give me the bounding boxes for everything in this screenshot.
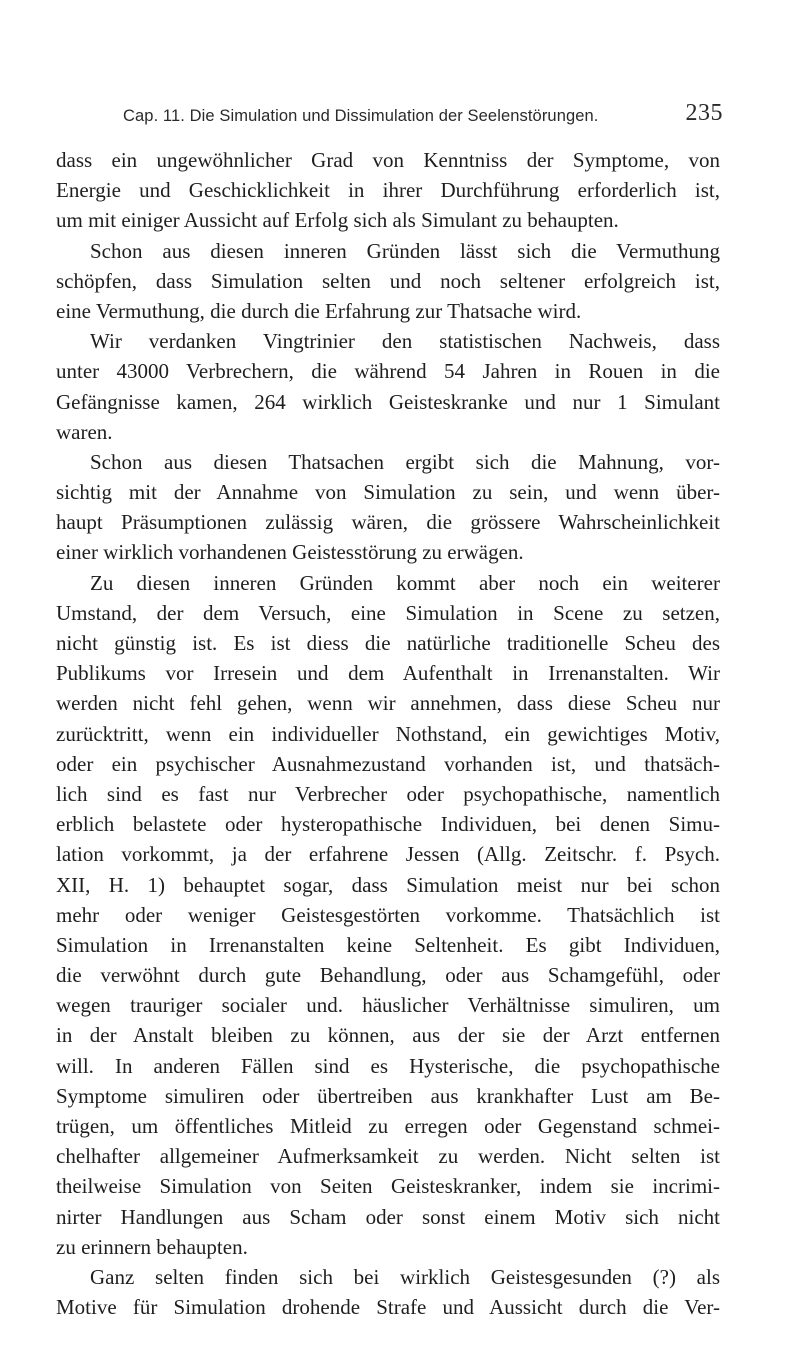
- text-line: dass ein ungewöhnlicher Grad von Kenntniss der Symptome, von: [56, 148, 720, 172]
- text-line: theilweise Simulation von Seiten Geisteskranker, indem sie incrimi-: [56, 1174, 720, 1199]
- chapter-title: Cap. 11. Die Simulation und Dissimulation der Seelenstörungen.: [123, 107, 599, 125]
- text-line: mehr oder weniger Geistesgestörten vorkomme. Thatsächlich ist: [56, 902, 720, 927]
- text-line: chelhafter allgemeiner Aufmerksamkeit zu werden. Nicht selten ist: [56, 1144, 720, 1169]
- text-line: nirter Handlungen aus Scham oder sonst einem Motiv sich nicht: [56, 1204, 720, 1229]
- text-line: Simulation in Irrenanstalten keine Seltenheit. Es gibt Individuen,: [56, 932, 720, 957]
- text-line: XII, H. 1) behauptet sogar, dass Simulation meist nur bei schon: [56, 872, 720, 897]
- text-line: Schon aus diesen Thatsachen ergibt sich die Mahnung, vor-: [90, 449, 720, 474]
- text-line: Publikums vor Irresein und dem Aufenthalt in Irrenanstalten. Wir: [56, 661, 720, 686]
- text-line: will. In anderen Fällen sind es Hysterische, die psychopathische: [56, 1053, 720, 1078]
- text-line: unter 43000 Verbrechern, die während 54 Jahren in Rouen in die: [56, 359, 720, 384]
- text-line: zurücktritt, wenn ein individueller Nothstand, ein gewichtiges Motiv,: [56, 721, 720, 746]
- text-line: trügen, um öffentliches Mitleid zu erregen oder Gegenstand schmei-: [56, 1114, 720, 1138]
- text-line: Gefängnisse kamen, 264 wirklich Geisteskranke und nur 1 Simulant: [56, 389, 720, 414]
- text-line: um mit einiger Aussicht auf Erfolg sich als Simulant zu behaupten.: [56, 208, 619, 233]
- text-line: erblich belastete oder hysteropathische Individuen, bei denen Simu-: [56, 812, 720, 837]
- text-line: wegen trauriger socialer und. häuslicher Verhältnisse simuliren, um: [56, 993, 720, 1018]
- text-line: lich sind es fast nur Verbrecher oder psychopathische, namentlich: [56, 781, 720, 806]
- text-line: in der Anstalt bleiben zu können, aus der sie der Arzt entfernen: [56, 1023, 720, 1048]
- text-line: schöpfen, dass Simulation selten und noch seltener erfolgreich ist,: [56, 268, 720, 293]
- text-line: die verwöhnt durch gute Behandlung, oder aus Schamgefühl, oder: [56, 963, 720, 988]
- text-line: oder ein psychischer Ausnahmezustand vorhanden ist, und thatsäch-: [56, 751, 720, 776]
- text-line: eine Vermuthung, die durch die Erfahrung zur Thatsache wird.: [56, 298, 582, 323]
- text-line: haupt Präsumptionen zulässig wären, die grössere Wahrscheinlichkeit: [56, 510, 720, 535]
- text-line: Symptome simuliren oder übertreiben aus krankhafter Lust am Be-: [56, 1083, 720, 1108]
- text-line: Energie und Geschicklichkeit in ihrer Durchführung erforderlich ist,: [56, 178, 720, 203]
- text-line: waren.: [56, 419, 113, 444]
- text-line: Wir verdanken Vingtrinier den statistischen Nachweis, dass: [90, 329, 720, 354]
- text-line: Schon aus diesen inneren Gründen lässt sich die Vermuthung: [90, 238, 720, 263]
- text-line: sichtig mit der Annahme von Simulation zu sein, und wenn über-: [56, 480, 720, 505]
- text-line: Ganz selten finden sich bei wirklich Geistesgesunden (?) als: [90, 1264, 720, 1289]
- text-line: Umstand, der dem Versuch, eine Simulation in Scene zu setzen,: [56, 600, 720, 625]
- text-line: zu erinnern behaupten.: [56, 1234, 248, 1259]
- running-head: [123, 100, 723, 130]
- text-line: nicht günstig ist. Es ist diess die natürliche traditionelle Scheu des: [56, 631, 720, 655]
- text-line: Motive für Simulation drohende Strafe und Aussicht durch die Ver-: [56, 1295, 720, 1320]
- text-line: Zu diesen inneren Gründen kommt aber noch ein weiterer: [90, 570, 720, 595]
- text-line: lation vorkommt, ja der erfahrene Jessen (Allg. Zeitschr. f. Psych.: [56, 842, 720, 867]
- text-line: einer wirklich vorhandenen Geistesstörung zu erwägen.: [56, 540, 524, 565]
- text-line: werden nicht fehl gehen, wenn wir annehmen, dass diese Scheu nur: [56, 691, 720, 716]
- page-number: 235: [685, 100, 723, 126]
- body-text: [56, 145, 720, 1322]
